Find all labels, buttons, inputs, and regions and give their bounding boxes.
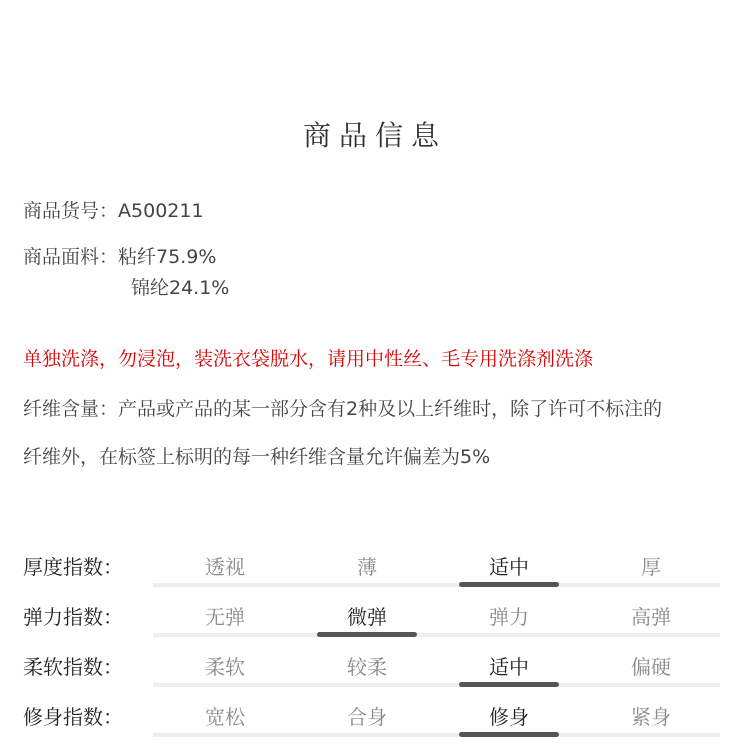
- selected-indicator: [459, 682, 559, 687]
- index-row-softness: [0, 651, 750, 701]
- index-track: [153, 583, 720, 587]
- index-option-selected: 微弹: [347, 605, 387, 629]
- index-option-selected: 适中: [489, 655, 529, 679]
- index-label: 修身指数：: [23, 705, 123, 729]
- index-option: 高弹: [631, 605, 671, 629]
- index-option-selected: 适中: [489, 555, 529, 579]
- index-option: 紧身: [631, 705, 671, 729]
- index-option: 薄: [357, 555, 377, 579]
- index-label: 弹力指数：: [23, 605, 123, 629]
- section-title: 商品信息: [302, 119, 447, 152]
- product-code-value: A500211: [118, 200, 204, 222]
- index-option: 透视: [205, 555, 245, 579]
- index-track: [153, 633, 720, 637]
- index-option: 偏硬: [631, 655, 671, 679]
- index-option: 宽松: [205, 705, 245, 729]
- index-option: 较柔: [347, 655, 387, 679]
- selected-indicator: [317, 632, 417, 637]
- selected-indicator: [459, 582, 559, 587]
- product-code-row: [23, 196, 204, 223]
- product-code-label: 商品货号：: [23, 200, 119, 222]
- index-option: 柔软: [205, 655, 245, 679]
- index-track: [153, 733, 720, 737]
- index-row-fit: [0, 701, 750, 751]
- index-option-selected: 修身: [489, 705, 529, 729]
- index-track: [153, 683, 720, 687]
- index-option: 无弹: [205, 605, 245, 629]
- index-option: 合身: [347, 705, 387, 729]
- washing-notice: 单独洗涤，勿浸泡，装洗衣袋脱水，请用中性丝、毛专用洗涤剂洗涤: [23, 348, 594, 370]
- index-label: 柔软指数：: [23, 655, 123, 679]
- index-option: 厚: [641, 555, 661, 579]
- fiber-note-line-2: 纤维外，在标签上标明的每一种纤维含量允许偏差为5%: [23, 446, 491, 468]
- index-row-elasticity: [0, 601, 750, 651]
- selected-indicator: [459, 732, 559, 737]
- index-option: 弹力: [489, 605, 529, 629]
- index-label: 厚度指数：: [23, 555, 123, 579]
- fiber-note-line-1: 纤维含量：产品或产品的某一部分含有2种及以上纤维时，除了许可不标注的: [23, 398, 663, 420]
- index-row-thickness: [0, 551, 750, 601]
- fabric-row: [23, 242, 216, 269]
- fabric-label: 商品面料：: [23, 246, 119, 268]
- fabric-value-2: 锦纶24.1%: [131, 277, 230, 299]
- fabric-value-1: 粘纤75.9%: [118, 246, 217, 268]
